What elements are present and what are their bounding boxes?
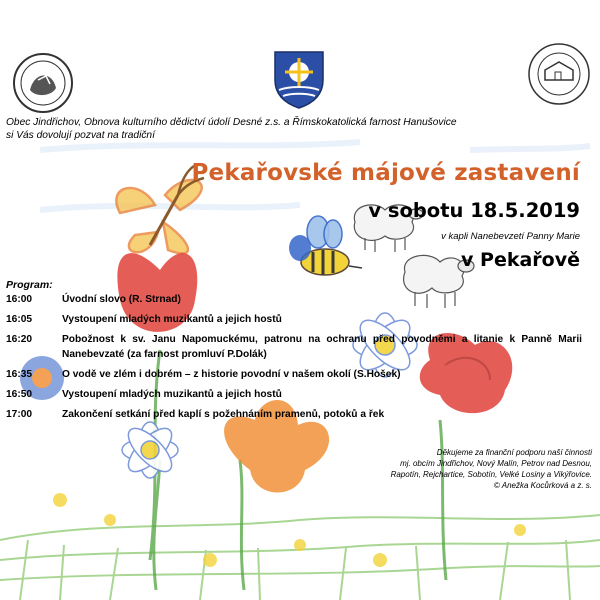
intro-line-organizers: Obec Jindřichov, Obnova kulturního dědictví údolí Desné z.s. a Římskokatolická farnost Hanušovice <box>6 117 457 128</box>
thanks-line: Rapotín, Rejchartice, Sobotín, Velké Losiny a Vikýřovice. <box>390 470 592 479</box>
grass-drawing <box>0 515 600 600</box>
event-chapel: v kapli Nanebevzetí Panny Marie <box>441 231 580 242</box>
program-time: 16:20 <box>6 334 33 345</box>
program-text: Úvodní slovo (R. Strnad) <box>62 294 181 305</box>
event-place: v Pekařově <box>461 249 580 271</box>
coat-of-arms-icon <box>273 50 325 110</box>
program-time: 16:00 <box>6 294 33 305</box>
invitation-intro <box>6 116 546 142</box>
program-time: 17:00 <box>6 409 33 420</box>
thanks-copyright: © Anežka Kocůrková a z. s. <box>493 481 592 490</box>
program-text: Zakončení setkání před kaplí s požehnáním pramenů, potoků a řek <box>62 409 385 420</box>
program-time: 16:05 <box>6 314 33 325</box>
yellow-flowers-drawing <box>53 493 526 567</box>
sponsor-thanks <box>360 447 592 491</box>
event-date: v sobotu 18.5.2019 <box>368 199 580 222</box>
program-time: 16:35 <box>6 369 33 380</box>
program-text: Pobožnost k sv. Janu Napomuckému, patronu na ochranu před povodněmi a litanie k Panně Marii Nanebevzaté (za farnost promluví P.Dolák) <box>62 334 582 360</box>
program-time: 16:50 <box>6 389 33 400</box>
program-text: Vystoupení mladých muzikantů a jejich hostů <box>62 389 282 400</box>
program-heading: Program: <box>6 279 53 291</box>
intro-line-invite: si Vás dovolují pozvat na tradiční <box>6 130 155 141</box>
thanks-line: Děkujeme za finanční podporu naší činnosti <box>436 448 592 457</box>
village-seal-icon <box>12 52 74 114</box>
program-text: Vystoupení mladých muzikantů a jejich hostů <box>62 314 282 325</box>
thanks-line: mj. obcím Jindřichov, Nový Malín, Petrov nad Desnou, <box>400 459 592 468</box>
program-text: O vodě ve zlém i dobrém – z historie povodní v našem okolí (S.Hošek) <box>62 369 401 380</box>
association-seal-icon <box>527 42 591 106</box>
event-title: Pekařovské májové zastavení <box>191 160 580 186</box>
daisy-drawing-2 <box>122 422 179 479</box>
bee-drawing <box>289 216 362 275</box>
